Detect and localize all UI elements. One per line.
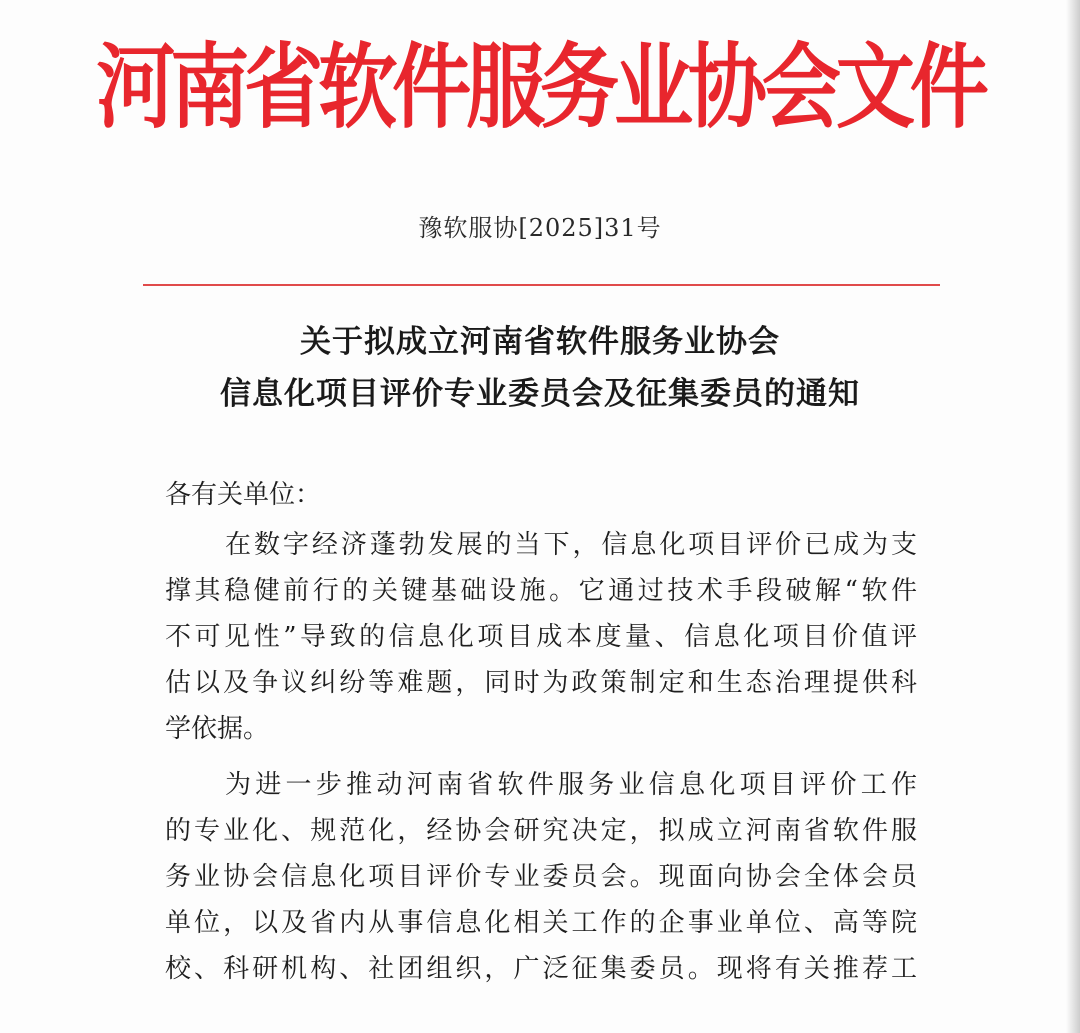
paragraph-line: 在数字经济蓬勃发展的当下，信息化项目评价已成为支 [225, 530, 917, 560]
paragraph-line: 单位，以及省内从事信息化相关工作的企事业单位、高等院 [165, 908, 917, 938]
notice-title-line-1: 关于拟成立河南省软件服务业协会 [300, 324, 780, 360]
paragraph-1 [165, 522, 917, 752]
document-number: 豫软服协[2025]31号 [418, 214, 662, 242]
paragraph-line: 估以及争议纠纷等难题，同时为政策制定和生态治理提供科 [165, 668, 917, 698]
scan-shadow-edge [1066, 0, 1080, 1033]
paragraph-line: 不可见性”导致的信息化项目成本度量、信息化项目价值评 [165, 622, 917, 652]
issuer-header-title: 河南省软件服务业协会文件 [96, 33, 984, 141]
salutation: 各有关单位： [165, 480, 322, 510]
notice-body [165, 472, 917, 992]
notice-title [0, 316, 1080, 420]
paragraph-line: 为进一步推动河南省软件服务业信息化项目评价工作 [225, 770, 917, 800]
paragraph-line: 务业协会信息化项目评价专业委员会。现面向协会全体会员 [165, 862, 917, 892]
paragraph-line: 的专业化、规范化，经协会研究决定，拟成立河南省软件服 [165, 816, 917, 846]
red-divider-line [143, 284, 940, 286]
notice-title-line-2: 信息化项目评价专业委员会及征集委员的通知 [220, 376, 860, 412]
paragraph-2 [165, 762, 917, 992]
paragraph-line: 学依据。 [165, 714, 270, 744]
paragraph-line: 撑其稳健前行的关键基础设施。它通过技术手段破解“软件 [165, 576, 917, 606]
paragraph-line: 校、科研机构、社团组织，广泛征集委员。现将有关推荐工 [165, 954, 917, 984]
